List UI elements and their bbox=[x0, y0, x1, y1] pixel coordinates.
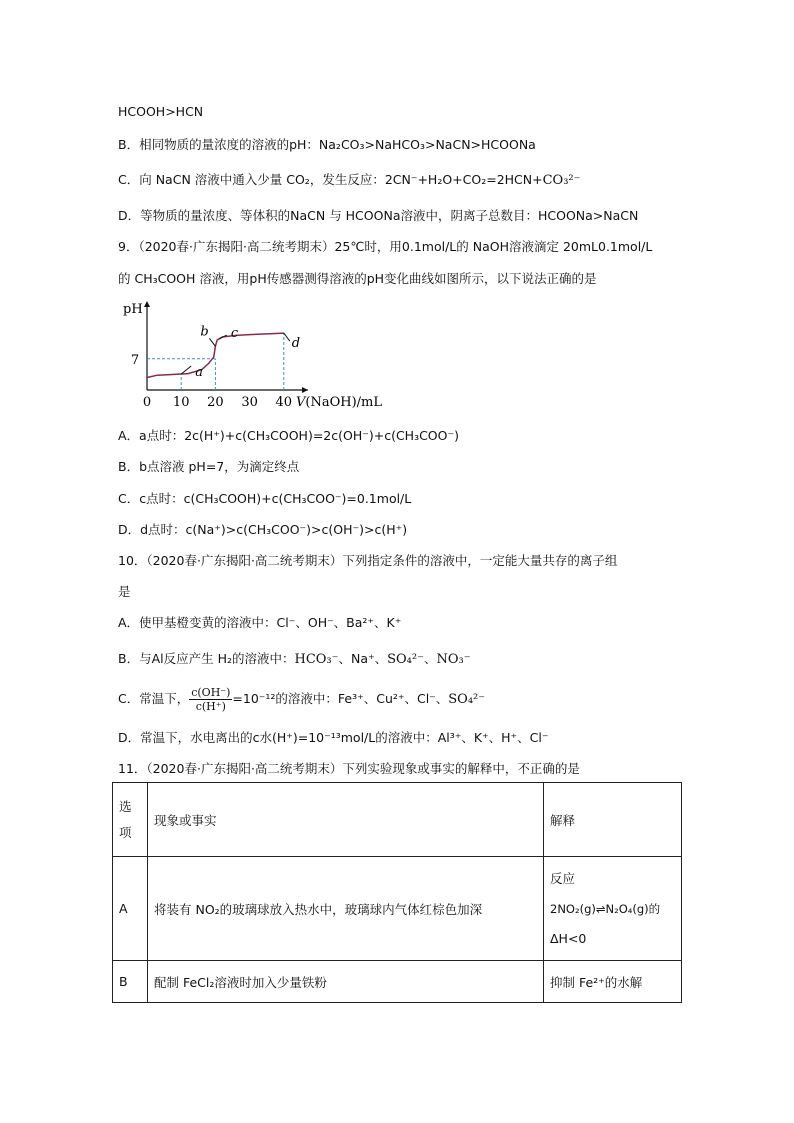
chart-labels bbox=[123, 302, 382, 410]
fraction-denominator: c(H⁺) bbox=[195, 700, 226, 713]
ph-curve bbox=[147, 333, 284, 377]
point-leader-d bbox=[284, 333, 290, 341]
option-q10b-text: B．与Al反应产生 H₂的溶液中： bbox=[118, 651, 295, 666]
table-row bbox=[113, 857, 682, 961]
point-label-b: b bbox=[200, 324, 209, 340]
sulfate-ion: SO₄²⁻ bbox=[387, 652, 424, 667]
point-label-a: a bbox=[195, 365, 203, 381]
table-header-row bbox=[113, 783, 682, 857]
option-q9d: D．d点时：c(Na⁺)>c(CH₃COO⁻)>c(OH⁻)>c(H⁺) bbox=[118, 522, 408, 537]
x-tick-label: 30 bbox=[241, 395, 258, 410]
carbonate-ion: CO₃²⁻ bbox=[542, 173, 581, 188]
x-axis-arrow bbox=[302, 387, 308, 393]
option-q10c-post: =10⁻¹²的溶液中：Fe³⁺、Cu²⁺、Cl⁻、 bbox=[232, 691, 449, 706]
y-tick-label: 7 bbox=[130, 352, 140, 368]
row-b-explanation: 抑制 Fe²⁺的水解 bbox=[544, 961, 682, 1003]
header-explanation: 解释 bbox=[544, 783, 682, 857]
row-a-explanation bbox=[544, 857, 682, 961]
chart-curve bbox=[147, 333, 284, 377]
point-label-c: c bbox=[230, 326, 239, 342]
option-q9c: C．c点时：c(CH₃COOH)+c(CH₃COO⁻)=0.1mol/L bbox=[118, 491, 412, 506]
header-option-line2: 项 bbox=[119, 824, 132, 840]
line-q8a-tail: HCOOH>HCN bbox=[118, 104, 204, 119]
row-b-option: B bbox=[113, 961, 148, 1003]
x-tick-label: 20 bbox=[207, 395, 224, 410]
option-q8c-text: C．向 NaCN 溶液中通入少量 CO₂，发生反应：2CN⁻+H₂O+CO₂=2HCN+ bbox=[118, 172, 543, 187]
point-leader-b bbox=[209, 338, 215, 346]
row-a-exp-line2: 2NO₂(g)⇌N₂O₄(g)的 bbox=[550, 901, 661, 916]
question-9-line1: 9．（2020春·广东揭阳·高二统考期末）25℃时，用0.1mol/L的 NaOH溶液滴定 20mL0.1mol/L bbox=[118, 239, 653, 254]
y-axis-arrow bbox=[144, 301, 150, 307]
header-option-line1: 选 bbox=[119, 798, 132, 814]
row-a-option: A bbox=[113, 857, 148, 961]
nitrate-ion: NO₃⁻ bbox=[436, 652, 471, 667]
header-fact: 现象或事实 bbox=[148, 783, 544, 857]
question-10-line1: 10．（2020春·广东揭阳·高二统考期末）下列指定条件的溶液中，一定能大量共存的离子组 bbox=[118, 553, 618, 568]
option-q8c bbox=[118, 171, 581, 190]
explanation-table bbox=[112, 782, 682, 1003]
sulfate-ion-c: SO₄²⁻ bbox=[448, 692, 486, 707]
option-q10b bbox=[118, 650, 471, 669]
fraction-numerator: c(OH⁻) bbox=[191, 686, 231, 699]
chart-guides bbox=[147, 333, 284, 390]
option-q8b-text: B．相同物质的量浓度的溶液的pH： bbox=[118, 137, 319, 152]
x-axis-label: V(NaOH)/mL bbox=[296, 395, 382, 410]
option-q8b bbox=[118, 136, 536, 154]
option-q10b-mid: 、Na⁺、 bbox=[338, 651, 388, 666]
question-11: 11．（2020春·广东揭阳·高二统考期末）下列实验现象或事实的解释中，不正确的是 bbox=[118, 761, 580, 776]
header-option bbox=[113, 783, 148, 857]
hydroxide-hydrogen-fraction bbox=[189, 686, 232, 713]
option-q9b: B．b点溶液 pH=7，为滴定终点 bbox=[118, 459, 300, 474]
x-tick-label: 40 bbox=[275, 395, 293, 410]
row-b-fact: 配制 FeCl₂溶液时加入少量铁粉 bbox=[148, 961, 544, 1003]
option-q10c-text: C．常温下， bbox=[118, 691, 190, 706]
option-q8d: D．等物质的量浓度、等体积的NaCN 与 HCOONa溶液中，阴离子总数目：HCOONa>NaCN bbox=[118, 208, 639, 223]
point-label-d: d bbox=[291, 336, 301, 352]
titration-curve-chart bbox=[118, 293, 388, 415]
y-axis-label: pH bbox=[123, 302, 143, 317]
option-q10c bbox=[118, 684, 485, 715]
option-q10b-sep: 、 bbox=[423, 651, 437, 666]
row-a-exp-line1: 反应 bbox=[550, 870, 576, 886]
option-q9a: A．a点时：2c(H⁺)+c(CH₃COOH)=2c(OH⁻)+c(CH₃COO⁻) bbox=[118, 428, 459, 443]
question-9-line2: 的 CH₃COOH 溶液，用pH传感器测得溶液的pH变化曲线如图所示，以下说法正确的是 bbox=[118, 271, 597, 286]
row-a-fact: 将装有 NO₂的玻璃球放入热水中，玻璃球内气体红棕色加深 bbox=[148, 857, 544, 961]
question-10-line2: 是 bbox=[118, 584, 131, 599]
option-q10a: A．使甲基橙变黄的溶液中：Cl⁻、OH⁻、Ba²⁺、K⁺ bbox=[118, 615, 402, 630]
x-tick-label: 0 bbox=[142, 395, 152, 410]
bicarbonate-ion: HCO₃⁻ bbox=[294, 652, 339, 667]
row-a-exp-line3: ΔH<0 bbox=[550, 930, 587, 946]
table-row bbox=[113, 961, 682, 1003]
option-q8b-formula: Na₂CO₃>NaHCO₃>NaCN>HCOONa bbox=[318, 137, 536, 152]
x-tick-label: 10 bbox=[172, 395, 190, 410]
option-q10d: D．常温下，水电离出的c水(H⁺)=10⁻¹³mol/L的溶液中：Al³⁺、K⁺、H⁺、Cl⁻ bbox=[118, 730, 549, 745]
